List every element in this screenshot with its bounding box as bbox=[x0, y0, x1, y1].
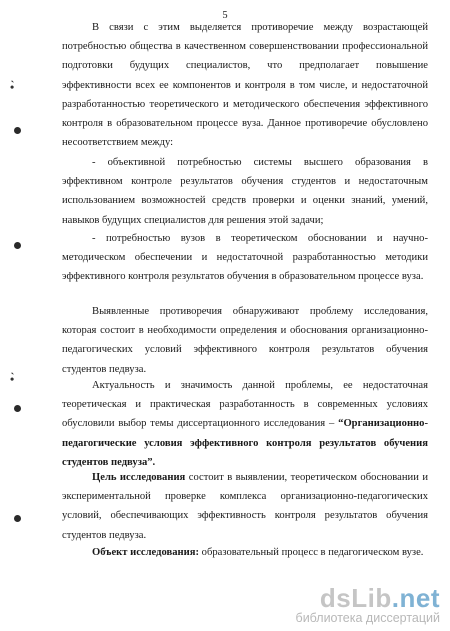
goal-label: Цель исследования bbox=[92, 472, 186, 483]
object-text: образовательный процесс в педагогическом вузе. bbox=[201, 547, 424, 558]
paragraph-research-object bbox=[62, 543, 428, 562]
scan-mark-middle: •̀ bbox=[10, 372, 15, 386]
paragraph-topic-relevance bbox=[62, 376, 428, 472]
paragraph-research-goal bbox=[62, 468, 428, 545]
binder-hole-2 bbox=[14, 242, 21, 249]
page-number: 5 bbox=[222, 10, 228, 21]
goal-text: состоит в выявлении, теоретическом обосновании и экспериментальной проверке комплекса организационно-педагогических условий, обеспечивающих эффективность контроля результатов обучения студентов педвуза. bbox=[62, 472, 428, 541]
paragraph-contradiction: В связи с этим выделяется противоречие между возрастающей потребностью общества в качественном совершенствовании профессиональной подготовки будущих специалистов, что предполагает повышение эффективности всех ее компонентов и контроля в том числе, и недостаточной разработанностью теоретического и методического обеспечения эффективного контроля в образовательном процессе вуза. Данное противоречие обусловлено несоответствием между: bbox=[62, 22, 428, 149]
watermark-logo: dsLib.net bbox=[319, 583, 440, 613]
dslib-watermark bbox=[296, 583, 440, 625]
relevance-text: Актуальность и значимость данной проблемы, ее недостаточная теоретическая и практическая разработанность в современных условиях обусловили выбор темы диссертационного исследования – bbox=[62, 380, 428, 430]
paragraph-research-problem: Выявленные противоречия обнаруживают проблему исследования, которая состоит в необходимости определения и обоснования организационно-педагогических условий эффективного контроля результатов обучения студентов педвуза. bbox=[62, 306, 428, 375]
scan-mark-top: •̀ bbox=[10, 80, 15, 94]
paragraph-list-item-2: - потребностью вузов в теоретическом обосновании и научно-методическом обеспечении и недостаточной разработанностью методики эффективного контроля результатов обучения в образовательном процессе вуза. bbox=[62, 233, 428, 283]
dissertation-title: “Организационно-педагогические условия эффективного контроля результатов обучения студентов педвуза”. bbox=[62, 418, 428, 468]
watermark-subtitle: библиотека диссертаций bbox=[295, 611, 440, 625]
binder-hole-1 bbox=[14, 127, 21, 134]
binder-hole-4 bbox=[14, 515, 21, 522]
binder-hole-3 bbox=[14, 405, 21, 412]
object-label: Объект исследования: bbox=[92, 547, 199, 558]
paragraph-list-item-1: - объективной потребностью системы высшего образования в эффективном контроле результатов обучения студентов и недостаточным использованием возможностей средств проверки и оценки знаний, умений, навыков будущих специалистов для решения этой задачи; bbox=[62, 157, 428, 226]
